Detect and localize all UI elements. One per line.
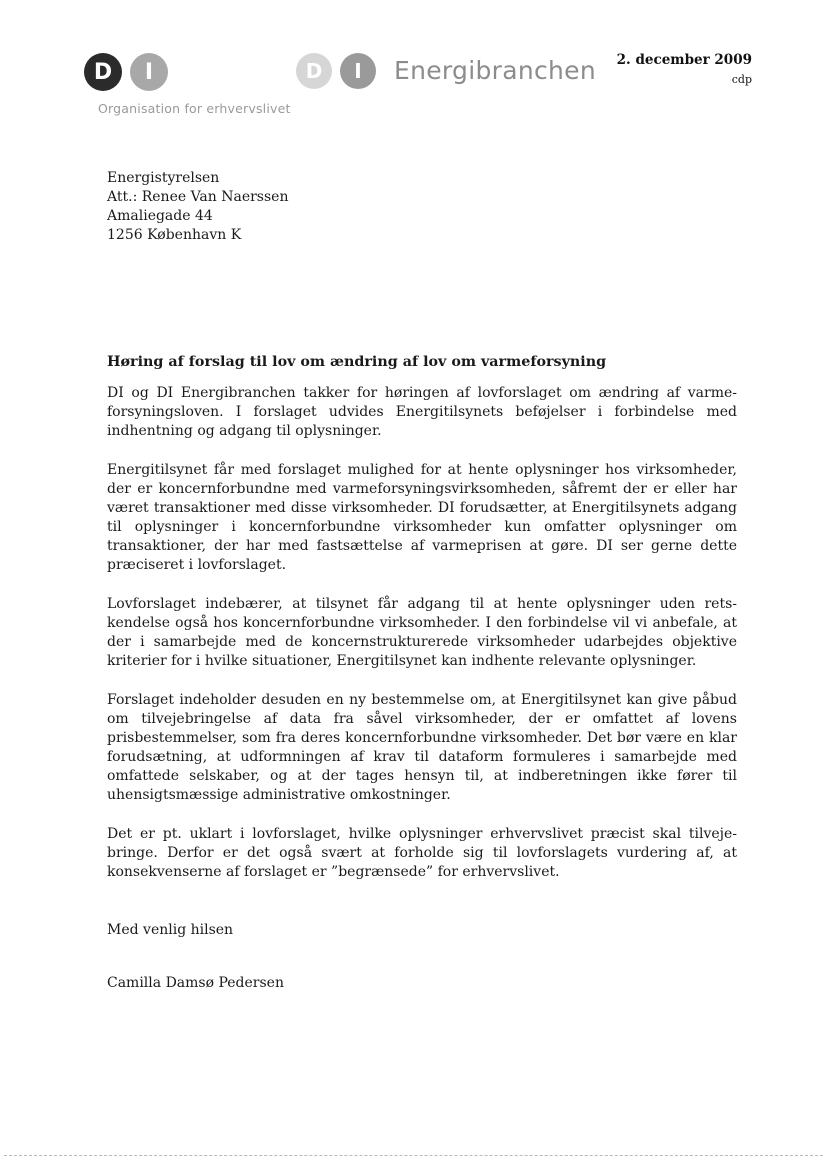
recipient-address: [107, 169, 288, 245]
footer-divider: [4, 1155, 823, 1156]
letter-body: [107, 384, 737, 902]
recipient-organisation: Energistyrelsen: [107, 170, 220, 186]
energibranchen-logo-i-circle: I: [340, 53, 376, 89]
recipient-postal-city: 1256 København K: [107, 227, 242, 243]
body-paragraph: Det er pt. uklart i lovforslaget, hvilke oplysninger erhvervslivet præcist skal tilvejebringe. Derfor er det også svært at forholde sig til lovforslagets vurdering af, at konsekvenserne af forslaget er ”begrænsede” for erhvervslivet.: [107, 825, 737, 880]
energibranchen-name: Energibranchen: [394, 56, 597, 85]
organisation-tagline: Organisation for erhvervslivet: [98, 101, 291, 116]
body-paragraph: Forslaget indeholder desuden en ny bestemmelse om, at Energitilsynet kan give påbud om tilvejebringelse af data fra såvel virksomheder, der er omfattet af lovens prisbestemmelser, som fra deres koncernforbundne virksomheder. Det bør være en klar forudsætning, at udformningen af krav til dataform formuleres i samarbejde med omfattede selskaber, og at der tages hensyn til, at indberetningen ikke fører til uhensigtsmæssige administrative omkostninger.: [107, 691, 737, 804]
di-logo: [84, 53, 184, 93]
signature-name: Camilla Damsø Pedersen: [107, 975, 284, 991]
letter-subject: Høring af forslag til lov om ændring af lov om varmeforsyning: [107, 354, 607, 370]
energibranchen-logo-d-circle: D: [296, 53, 332, 89]
body-paragraph: DI og DI Energibranchen takker for høringen af lovforslaget om ændring af varmeforsyningsloven. I forslaget udvides Energitilsynets beføjelser i forbindelse med indhentning og adgang til oplysninger.: [107, 385, 737, 440]
closing-salutation: Med venlig hilsen: [107, 922, 234, 938]
letter-date: 2. december 2009: [616, 52, 752, 68]
body-paragraph: Lovforslaget indebærer, at tilsynet får adgang til at hente oplysninger uden retskendelse også hos koncernforbundne virksomheder. I den forbindelse vil vi anbefale, at der i samarbejde med de koncernstrukturerede virksomheder udarbejdes objektive kriterier for i hvilke situationer, Energitilsynet kan indhente relevante oplysninger.: [107, 595, 737, 670]
recipient-street: Amaliegade 44: [107, 208, 213, 224]
di-logo-i-circle: I: [130, 53, 168, 91]
energibranchen-logo: [296, 53, 596, 93]
di-logo-d-circle: D: [84, 53, 122, 91]
recipient-attention: Att.: Renee Van Naerssen: [107, 189, 289, 205]
reference-initials: cdp: [731, 73, 752, 86]
body-paragraph: Energitilsynet får med forslaget mulighed for at hente oplysninger hos virksomheder, der er koncernforbundne med varmeforsyningsvirksomheden, såfremt der er eller har været transaktioner med disse virksomheder. DI forudsætter, at Energitilsynets adgang til oplysninger i koncernforbundne virksomheder kun omfatter oplysninger om transaktioner, der har med fastsættelse af varmeprisen at gøre. DI ser gerne dette præciseret i lovforslaget.: [107, 461, 737, 574]
